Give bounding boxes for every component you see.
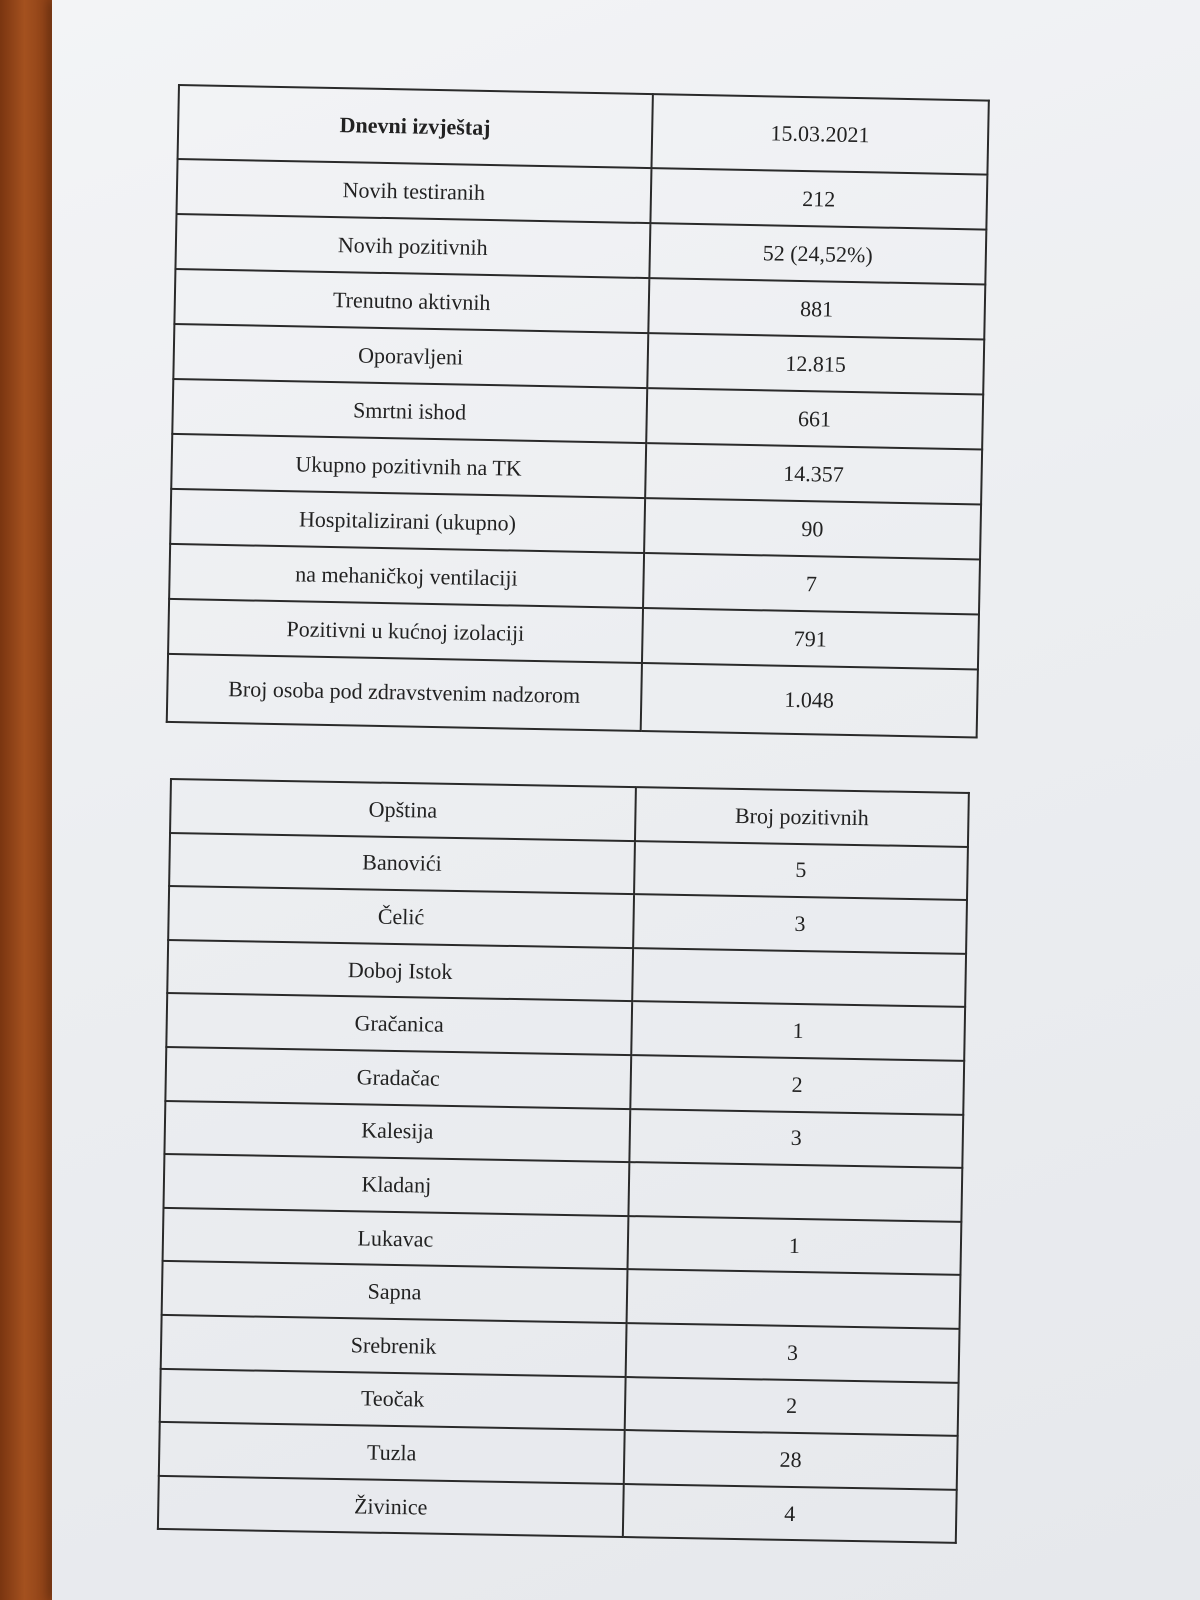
report-row-label: Broj osoba pod zdravstvenim nadzorom bbox=[167, 654, 642, 731]
municipality-count: 28 bbox=[624, 1430, 958, 1489]
municipality-name: Živinice bbox=[158, 1476, 624, 1538]
report-row-label: Smrtni ishod bbox=[172, 379, 647, 443]
municipality-name: Gradačac bbox=[165, 1047, 631, 1109]
report-row-value: 7 bbox=[643, 553, 980, 614]
municipality-name: Sapna bbox=[162, 1261, 628, 1323]
municipality-name: Kladanj bbox=[163, 1154, 629, 1216]
report-row-label: Pozitivni u kućnoj izolaciji bbox=[168, 599, 643, 663]
municipality-name: Banovići bbox=[169, 833, 635, 895]
report-row-value: 14.357 bbox=[645, 443, 982, 504]
municipality-count bbox=[628, 1162, 962, 1221]
report-row-value: 881 bbox=[648, 278, 985, 339]
municipality-count: 3 bbox=[629, 1109, 963, 1168]
municipality-name: Gračanica bbox=[166, 993, 632, 1055]
municipality-count: 3 bbox=[633, 894, 967, 953]
report-row-label: Ukupno pozitivnih na TK bbox=[171, 434, 646, 498]
municipality-count: 3 bbox=[625, 1323, 959, 1382]
report-row-label: Oporavljeni bbox=[173, 324, 648, 388]
report-row-value: 1.048 bbox=[640, 663, 978, 737]
municipality-header-count: Broj pozitivnih bbox=[635, 787, 969, 846]
report-row-value: 12.815 bbox=[647, 333, 984, 394]
municipality-count: 2 bbox=[630, 1055, 964, 1114]
report-row-label: Novih testiranih bbox=[177, 159, 652, 223]
municipality-count: 2 bbox=[625, 1377, 959, 1436]
report-row-label: na mehaničkoj ventilaciji bbox=[169, 544, 644, 608]
report-row-value: 212 bbox=[650, 168, 987, 229]
municipality-name: Čelić bbox=[168, 886, 634, 948]
report-row-value: 52 (24,52%) bbox=[649, 223, 986, 284]
municipality-header-name: Opština bbox=[170, 779, 636, 841]
municipality-count: 1 bbox=[631, 1001, 965, 1060]
municipality-count: 1 bbox=[627, 1216, 961, 1275]
municipality-name: Tuzla bbox=[159, 1422, 625, 1484]
municipality-name: Srebrenik bbox=[161, 1315, 627, 1377]
municipality-table bbox=[157, 778, 970, 1544]
municipality-count: 5 bbox=[634, 841, 968, 900]
municipality-name: Kalesija bbox=[164, 1101, 630, 1163]
daily-report-table bbox=[166, 84, 990, 738]
municipality-count bbox=[626, 1269, 960, 1328]
report-row-label: Hospitalizirani (ukupno) bbox=[170, 489, 645, 553]
report-row-value: 90 bbox=[644, 498, 981, 559]
municipality-name: Lukavac bbox=[163, 1208, 629, 1270]
report-title: Dnevni izvještaj bbox=[178, 85, 653, 168]
report-row bbox=[167, 654, 978, 738]
municipality-count: 4 bbox=[623, 1484, 957, 1543]
municipality-name: Doboj Istok bbox=[167, 940, 633, 1002]
report-row-value: 791 bbox=[642, 608, 979, 669]
report-row-label: Trenutno aktivnih bbox=[174, 269, 649, 333]
report-row-label: Novih pozitivnih bbox=[175, 214, 650, 278]
municipality-count bbox=[632, 948, 966, 1007]
municipality-name: Teočak bbox=[160, 1368, 626, 1430]
report-row-value: 661 bbox=[646, 388, 983, 449]
report-date: 15.03.2021 bbox=[651, 94, 989, 174]
